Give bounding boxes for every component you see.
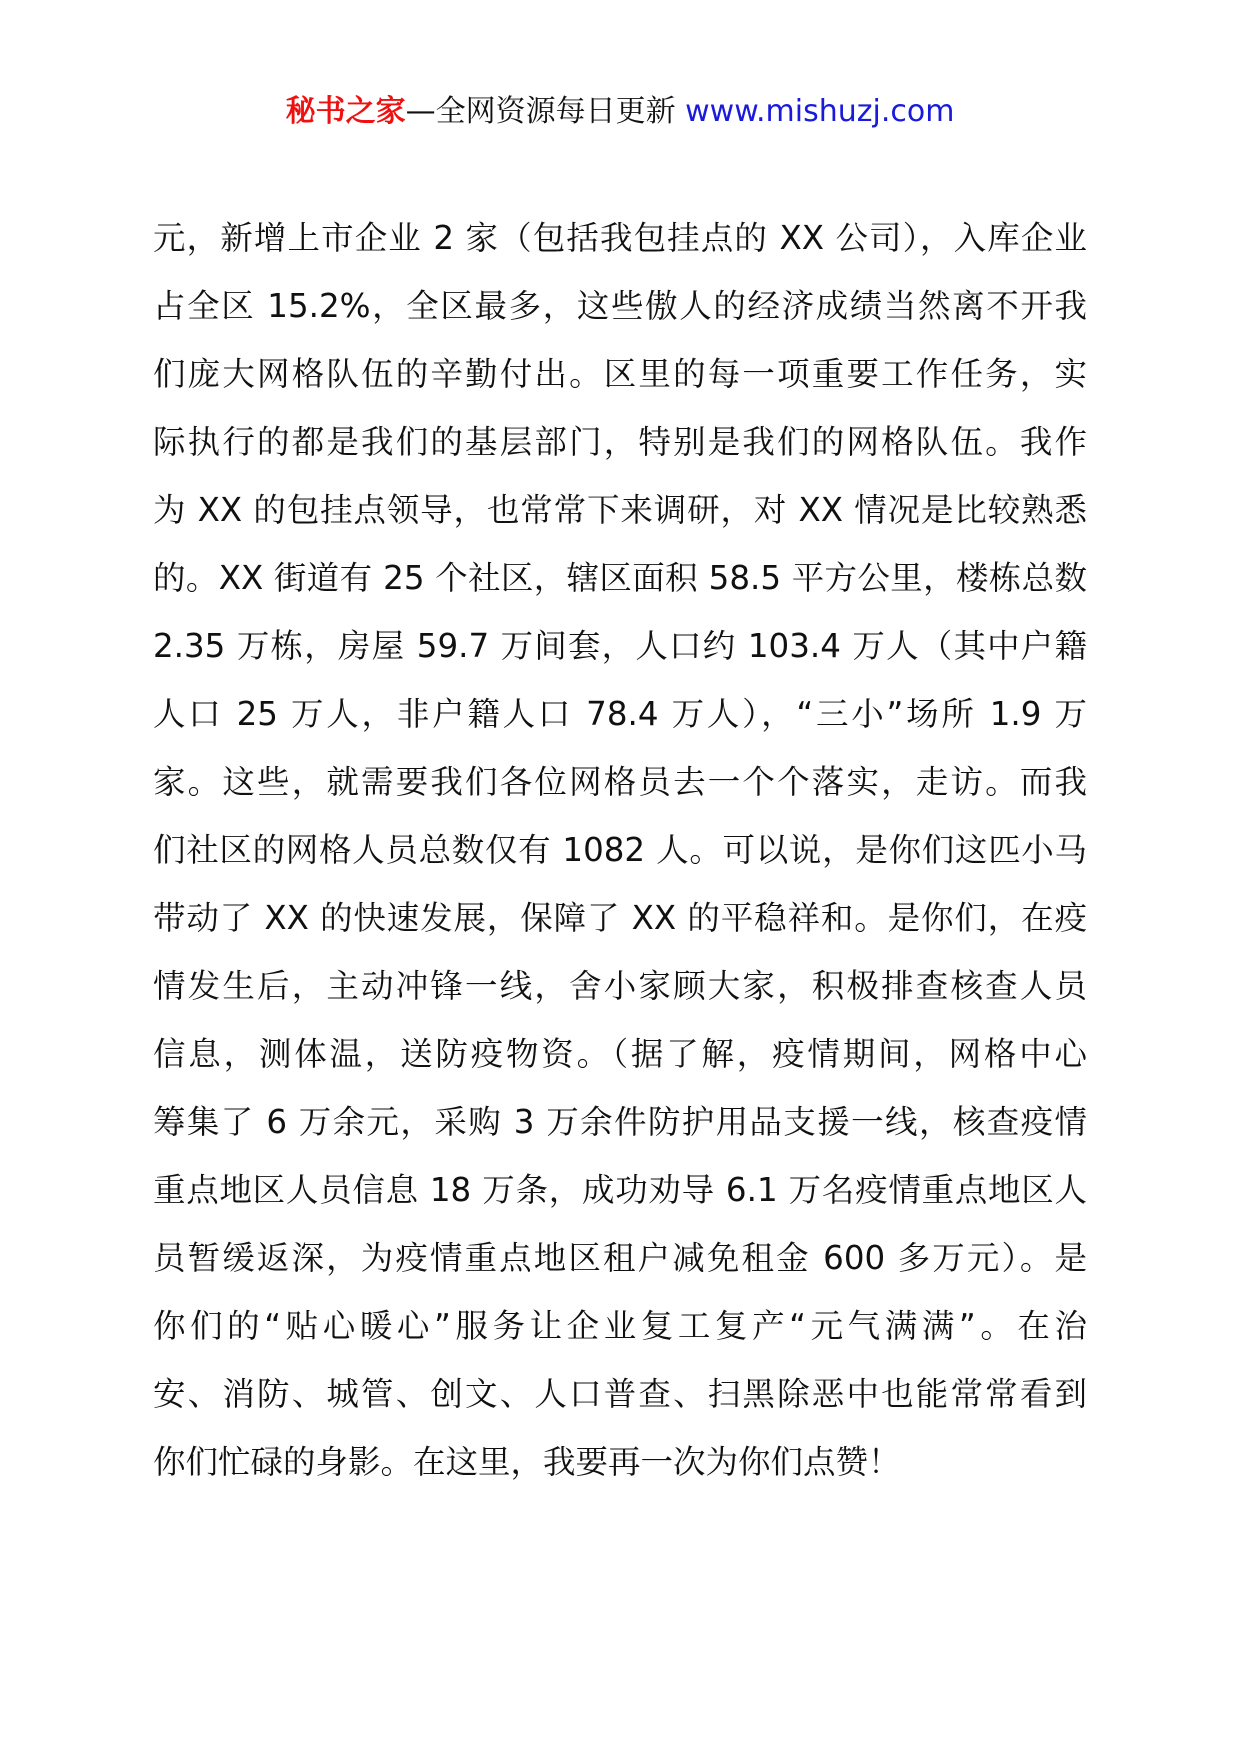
paragraph-line: 们社区的网格人员总数仅有 1082 人。可以说，是你们这匹小马 [153, 831, 1087, 869]
paragraph-line: 人口 25 万人，非户籍人口 78.4 万人），“三小”场所 1.9 万 [153, 695, 1087, 733]
paragraph-line: 元，新增上市企业 2 家（包括我包挂点的 XX 公司），入库企业 [153, 219, 1087, 257]
paragraph-line: 你们的“贴心暖心”服务让企业复工复产“元气满满”。在治 [153, 1307, 1087, 1345]
paragraph-line: 重点地区人员信息 18 万条，成功劝导 6.1 万名疫情重点地区人 [153, 1171, 1087, 1209]
header-tagline: —全网资源每日更新 [405, 94, 686, 129]
website-link[interactable]: www.mishuzj.com [685, 94, 955, 129]
paragraph-line: 你们忙碌的身影。在这里，我要再一次为你们点赞！ [153, 1443, 901, 1481]
paragraph-line: 的。XX 街道有 25 个社区，辖区面积 58.5 平方公里，楼栋总数 [153, 559, 1087, 597]
brand-name: 秘书之家 [285, 94, 406, 129]
paragraph-line: 2.35 万栋，房屋 59.7 万间套，人口约 103.4 万人（其中户籍 [153, 627, 1087, 665]
paragraph-line: 信息，测体温，送防疫物资。（据了解，疫情期间，网格中心 [153, 1035, 1087, 1073]
paragraph-line: 安、消防、城管、创文、人口普查、扫黑除恶中也能常常看到 [153, 1375, 1087, 1413]
paragraph-line: 际执行的都是我们的基层部门，特别是我们的网格队伍。我作 [153, 423, 1087, 461]
paragraph-line: 筹集了 6 万余元，采购 3 万余件防护用品支援一线，核查疫情 [153, 1103, 1087, 1141]
document-body [153, 204, 1087, 1496]
paragraph-line: 们庞大网格队伍的辛勤付出。区里的每一项重要工作任务，实 [153, 355, 1087, 393]
paragraph-line: 为 XX 的包挂点领导，也常常下来调研，对 XX 情况是比较熟悉 [153, 491, 1087, 529]
paragraph-line: 带动了 XX 的快速发展，保障了 XX 的平稳祥和。是你们，在疫 [153, 899, 1087, 937]
paragraph-line: 情发生后，主动冲锋一线，舍小家顾大家，积极排查核查人员 [153, 967, 1087, 1005]
paragraph-line: 员暂缓返深，为疫情重点地区租户减免租金 600 多万元）。是 [153, 1239, 1087, 1277]
paragraph-line: 家。这些，就需要我们各位网格员去一个个落实，走访。而我 [153, 763, 1087, 801]
page-header [0, 92, 1240, 132]
paragraph-line: 占全区 15.2%，全区最多，这些傲人的经济成绩当然离不开我 [153, 287, 1087, 325]
